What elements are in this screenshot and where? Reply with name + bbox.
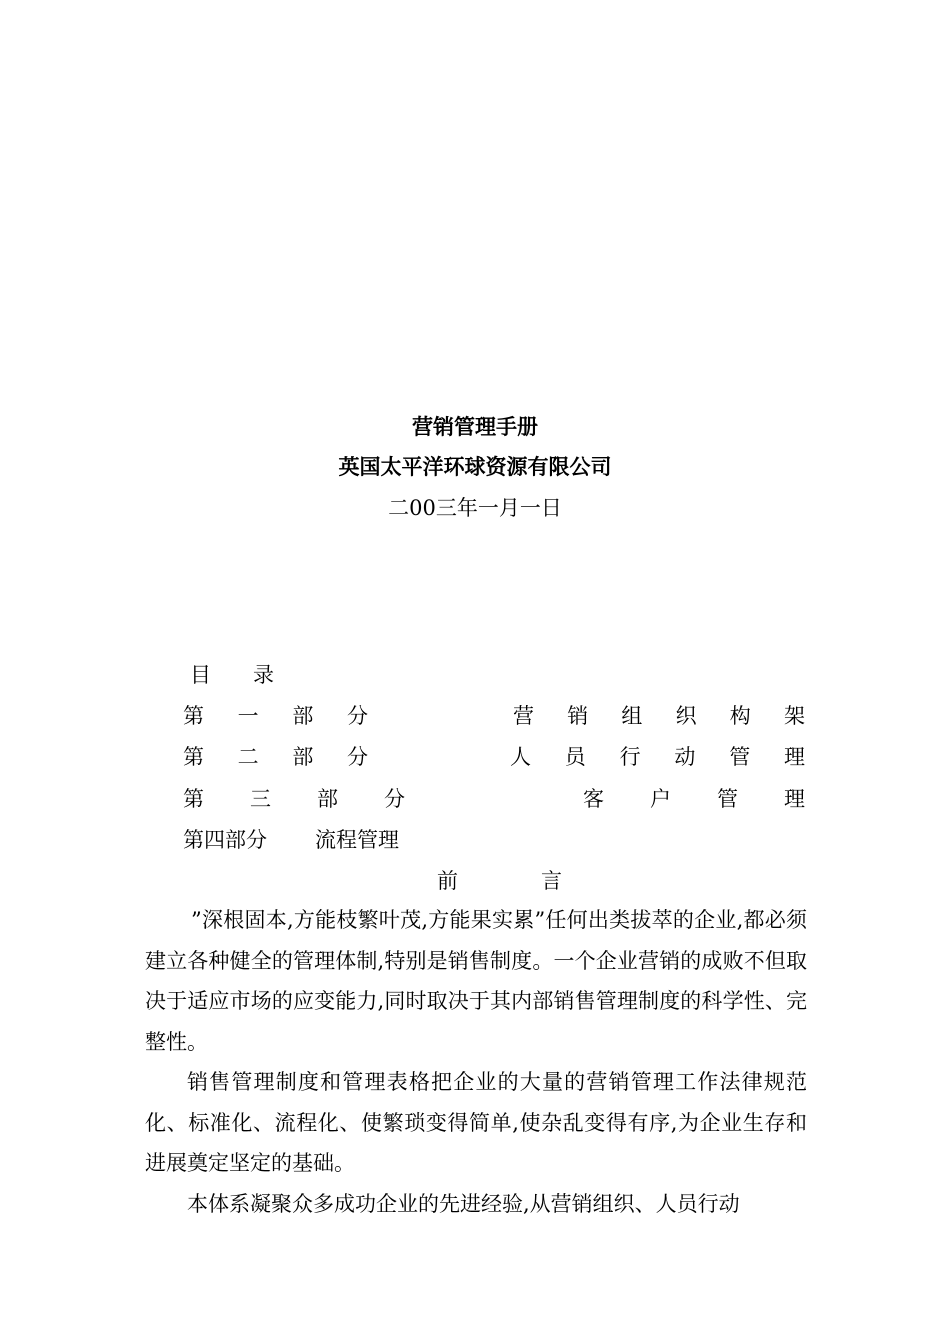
toc-character: 营 bbox=[513, 704, 534, 728]
toc-character: 动 bbox=[674, 745, 696, 769]
toc-character: 部 bbox=[317, 787, 338, 811]
toc-character: 理 bbox=[784, 787, 805, 811]
toc-character: 第 bbox=[183, 787, 204, 811]
toc-character: 部 bbox=[292, 704, 314, 728]
toc-character: 构 bbox=[729, 704, 751, 728]
document-date: 二00三年一月一日 bbox=[388, 496, 562, 520]
toc-row bbox=[183, 784, 805, 814]
preface-body bbox=[145, 900, 807, 1224]
company-name: 英国太平洋环球资源有限公司 bbox=[338, 454, 612, 479]
toc-character: 二 bbox=[237, 745, 259, 769]
toc-part-name: 流程管理 bbox=[315, 828, 399, 852]
toc-character: 理 bbox=[783, 745, 805, 769]
toc-character: 管 bbox=[717, 787, 738, 811]
toc-character: 三 bbox=[250, 787, 271, 811]
toc-character: 织 bbox=[675, 704, 697, 728]
toc-part-label bbox=[183, 784, 405, 814]
toc-character: 客 bbox=[583, 787, 604, 811]
toc-character: 一 bbox=[237, 704, 259, 728]
toc-part-label bbox=[183, 742, 368, 772]
toc-row bbox=[183, 701, 805, 731]
toc-character: 分 bbox=[346, 704, 368, 728]
toc-character: 部 bbox=[292, 745, 314, 769]
toc-character: 员 bbox=[564, 745, 586, 769]
toc-character: 第 bbox=[183, 745, 204, 769]
toc-row bbox=[183, 742, 805, 772]
preface-paragraph: ”深根固本,方能枝繁叶茂,方能果实累”任何出类拔萃的企业,都必须建立各种健全的管理体制,特别是销售制度。一个企业营销的成败不但取决于适应市场的应变能力,同时取决于其内部销售管理制度的科学性、完整性。 bbox=[145, 908, 807, 1054]
toc-character: 户 bbox=[650, 787, 671, 811]
toc-heading: 目录 bbox=[190, 663, 316, 687]
toc-part-label bbox=[183, 701, 368, 731]
preface-paragraph: 销售管理制度和管理表格把企业的大量的营销管理工作法律规范化、标准化、流程化、使繁琐变得简单,使杂乱变得有序,为企业生存和进展奠定坚定的基础。 bbox=[145, 1070, 807, 1175]
toc-character: 第 bbox=[183, 704, 204, 728]
document-title: 营销管理手册 bbox=[412, 414, 538, 439]
toc-character: 人 bbox=[510, 745, 531, 769]
toc-character: 销 bbox=[567, 704, 589, 728]
toc-part-label: 第四部分 bbox=[183, 828, 267, 852]
preface-paragraph: 本体系凝聚众多成功企业的先进经验,从营销组织、人员行动 bbox=[187, 1191, 740, 1216]
toc-character: 架 bbox=[783, 704, 805, 728]
toc-character: 管 bbox=[729, 745, 751, 769]
preface-heading-left: 前 bbox=[437, 869, 458, 893]
toc-part-name bbox=[510, 742, 805, 772]
toc-part-name bbox=[513, 701, 805, 731]
toc-character: 组 bbox=[621, 704, 643, 728]
toc-row bbox=[183, 825, 399, 855]
toc-character: 分 bbox=[384, 787, 405, 811]
preface-heading bbox=[437, 866, 562, 896]
preface-heading-right: 言 bbox=[541, 869, 562, 893]
toc-character: 行 bbox=[619, 745, 641, 769]
toc-character: 分 bbox=[346, 745, 368, 769]
toc-part-name bbox=[583, 784, 805, 814]
